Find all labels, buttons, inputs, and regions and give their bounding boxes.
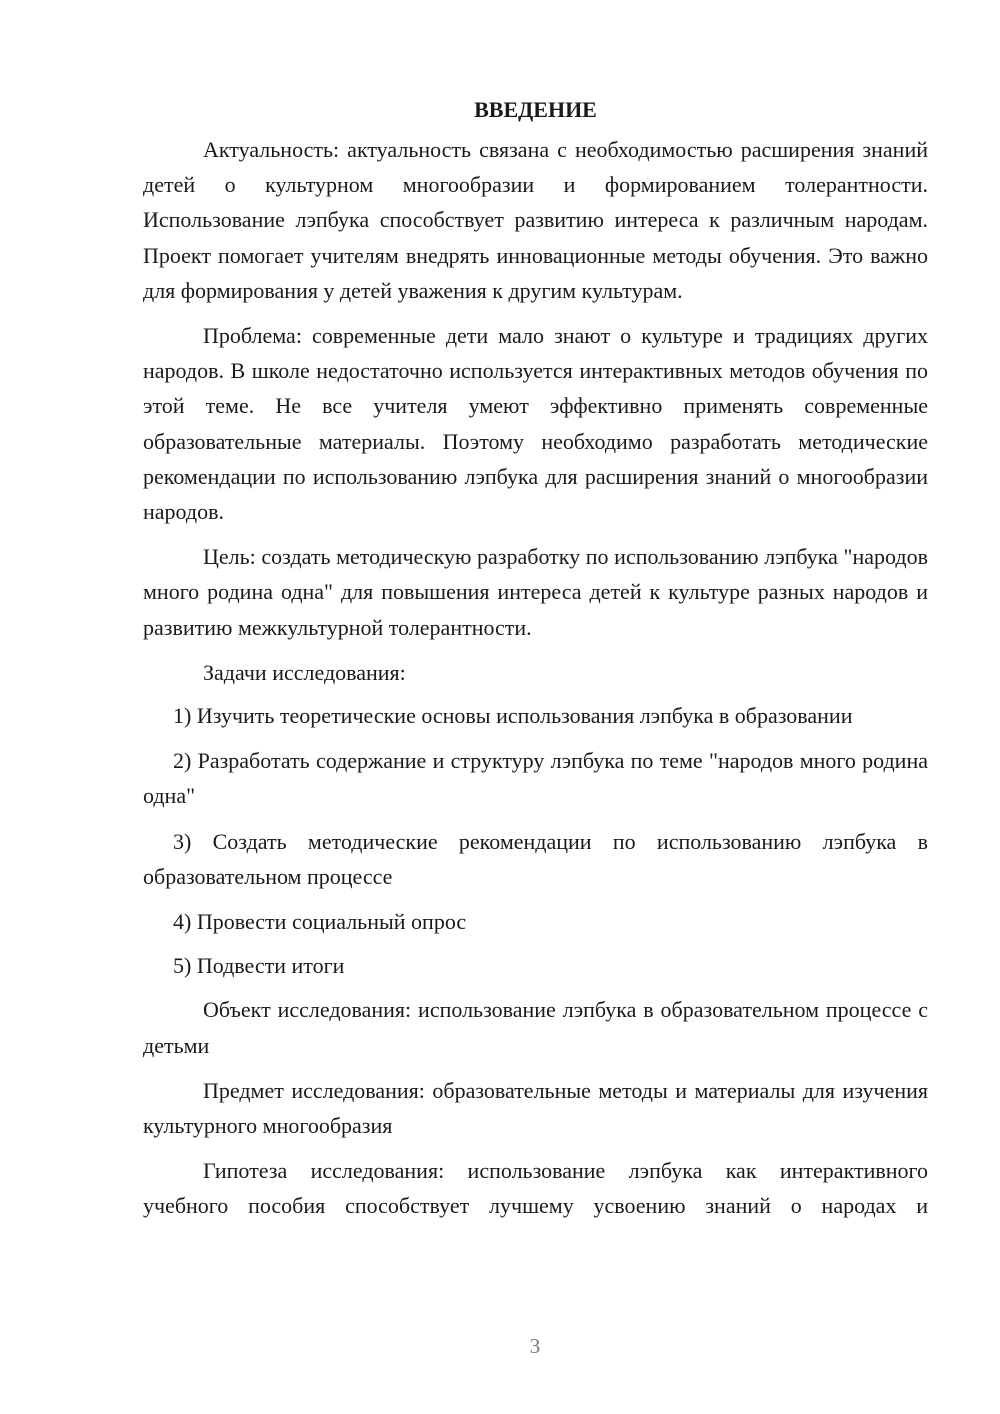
document-page (143, 92, 928, 1234)
paragraph-research-object: Объект исследования: использование лэпбука в образовательном процессе с детьми (143, 997, 928, 1058)
section-title: ВВЕДЕНИЕ (474, 97, 597, 122)
paragraph-research-subject: Предмет исследования: образовательные методы и материалы для изучения культурного многообразия (143, 1077, 928, 1139)
paragraph-problem: Проблема: современные дети мало знают о культуре и традициях других народов. В школе недостаточно используется интерактивных методов обучения по этой теме. Не все учителя умеют эффективно применять современные образовательные материалы. Поэтому необходимо разработать методические рекомендации по использованию лэпбука для расширения знаний о многообразии народов. (143, 323, 928, 525)
paragraph-research-hypothesis: Гипотеза исследования: использование лэпбука как интерактивного учебного пособия способствует лучшему усвоению знаний о народах и (143, 1158, 928, 1219)
task-item-3: 3) Создать методические рекомендации по использованию лэпбука в образовательном процессе (143, 828, 928, 889)
page-number: 3 (529, 1334, 541, 1358)
task-item-2: 2) Разработать содержание и структуру лэпбука по теме "народов много родина одна" (143, 748, 928, 809)
paragraph-relevance: Актуальность: актуальность связана с необходимостью расширения знаний детей о культурном многообразии и формированием толерантности. Использование лэпбука способствует развитию интереса к различным народам. Проект помогает учителям внедрять инновационные методы обучения. Это важно для формирования у детей уважения к другим культурам. (143, 137, 928, 303)
task-item-4: 4) Провести социальный опрос (173, 909, 467, 935)
paragraph-goal: Цель: создать методическую разработку по использованию лэпбука "народов много родина одна" для повышения интереса детей к культуре разных народов и развитию межкультурной толерантности. (143, 544, 928, 640)
tasks-heading: Задачи исследования: (203, 659, 406, 685)
task-item-1: 1) Изучить теоретические основы использования лэпбука в образовании (173, 703, 853, 729)
task-item-5: 5) Подвести итоги (173, 953, 345, 979)
